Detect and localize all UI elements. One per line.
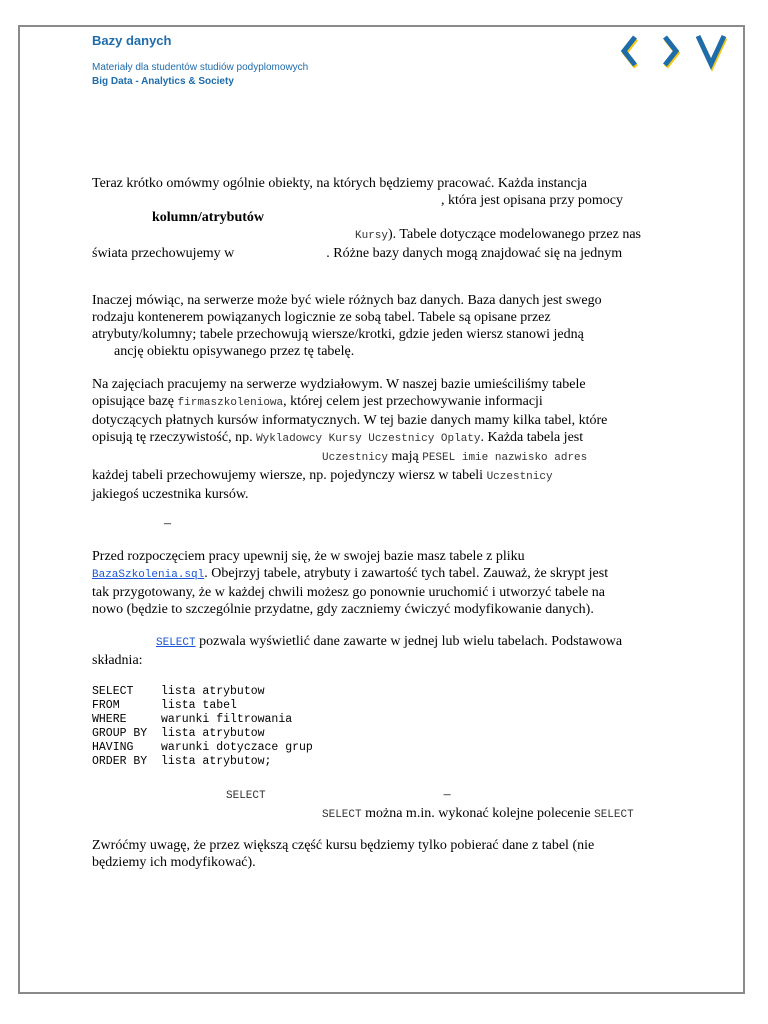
- header-program: Big Data - Analytics & Society: [92, 76, 234, 87]
- paragraph-read-only-note: Zwróćmy uwagę, że przez większą część kursu będziemy tylko pobierać dane z tabel (nie będziemy ich modyfikować).: [92, 838, 595, 870]
- dash-separator: –: [164, 516, 171, 531]
- header-title: Bazy danych: [92, 33, 172, 48]
- select-link[interactable]: SELECT: [156, 637, 196, 649]
- header-subtitle-block: [92, 61, 308, 89]
- paragraph-server-tables: Na zajęciach pracujemy na serwerze wydziałowym. W naszej bazie umieściliśmy tabele opisujące bazę firmaszkoleniowa, której celem jest przechowywanie informacji dotyczących płatnych kursów informatycznych. W tej bazie danych mamy kilka tabel, które opisują tę rzeczywistość, np. Wykladowcy Kursy Uczestnicy Oplaty. Każda tabela jest Uczestnicy mają PESEL imie nazwisko adres każdej tabeli przechowujemy wiersze, np. pojedynczy wiersz w tabeli Uczestnicy jakiegoś uczestnika kursów.: [92, 377, 608, 502]
- paragraph-objects: Teraz krótko omówmy ogólnie obiekty, na których będziemy pracować. Każda instancja , która jest opisana przy pomocy kolumn/atrybutów Kursy). Tabele dotyczące modelowanego przez nas świata przechowujemy w . Różne bazy danych mogą znajdować się na jednym: [92, 176, 641, 261]
- select-syntax-code: SELECT lista atrybutow FROM lista tabel WHERE warunki filtrowania GROUP BY lista atrybutow HAVING warunki dotyczace grup ORDER BY lista atrybutow;: [92, 685, 313, 768]
- document-page: [18, 25, 745, 994]
- bazaszkolenia-link[interactable]: BazaSzkolenia.sql: [92, 569, 205, 581]
- paragraph-select-intro: SELECT pozwala wyświetlić dane zawarte w jednej lub wielu tabelach. Podstawowa składnia:: [92, 634, 623, 668]
- paragraph-setup: Przed rozpoczęciem pracy upewnij się, że w swojej bazie masz tabele z pliku BazaSzkolenia.sql. Obejrzyj tabele, atrybuty i zawartość tych tabel. Zauważ, że skrypt jest tak przygotowany, że w każdej chwili możesz go ponownie uruchomić i utworzyć tabele na nowo (będzie to szczególnie przydatne, gdy zaczniemy ćwiczyć modyfikowanie danych).: [92, 549, 609, 617]
- paragraph-database-container: Inaczej mówiąc, na serwerze może być wiele różnych baz danych. Baza danych jest swego rodzaju kontenerem powiązanych logicznie ze sobą tabel. Tabele są opisane przez atrybuty/kolumny; tabele przechowują wiersze/krotki, gdzie jeden wiersz stanowi jedną ancję obiektu opisywanego przez tę tabelę.: [92, 293, 602, 359]
- paragraph-nested-select: SELECT – SELECT można m.in. wykonać kolejne polecenie SELECT: [226, 787, 634, 821]
- header-subtitle: Materiały dla studentów studiów podyplomowych: [92, 62, 309, 73]
- cdv-logo: [619, 33, 731, 73]
